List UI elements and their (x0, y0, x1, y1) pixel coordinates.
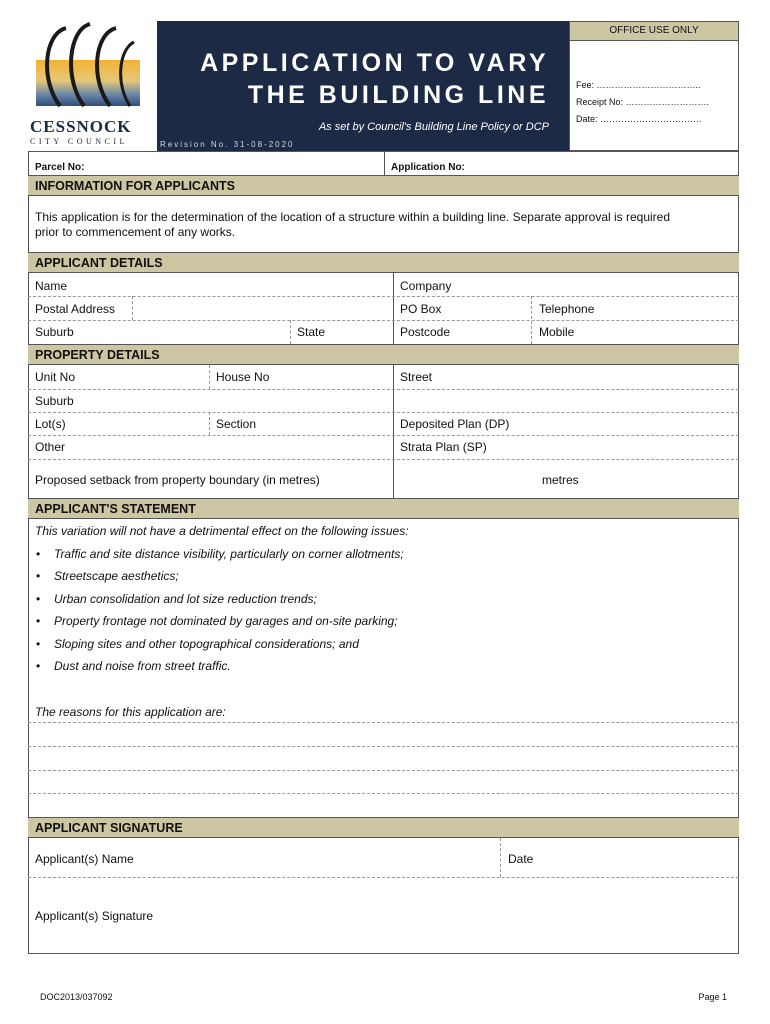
title-subtitle: As set by Council's Building Line Policy or DCP (318, 121, 549, 133)
signature-heading: APPLICANT SIGNATURE (28, 817, 739, 838)
reasons-label: The reasons for this application are: (35, 705, 226, 719)
name-field[interactable]: Name (35, 279, 68, 293)
company-field[interactable]: Company (400, 279, 452, 293)
title-line-2: THE BUILDING LINE (247, 81, 549, 109)
deposited-plan-field[interactable]: Deposited Plan (DP) (400, 417, 510, 431)
bullet-item: • Urban consolidation and lot size reduction trends; (36, 592, 317, 606)
reasons-line[interactable] (28, 746, 739, 747)
unit-no-field[interactable]: Unit No (35, 370, 76, 384)
applicant-signature-field[interactable]: Applicant(s) Signature (35, 909, 154, 923)
property-suburb-field[interactable]: Suburb (35, 394, 74, 408)
property-heading: PROPERTY DETAILS (28, 344, 739, 365)
title-banner (157, 21, 569, 151)
other-field[interactable]: Other (35, 440, 66, 454)
setback-metres-field[interactable]: metres (542, 473, 579, 487)
office-date-field[interactable]: Date: ……………………………. (576, 114, 702, 124)
applicant-heading: APPLICANT DETAILS (28, 252, 739, 273)
council-logo-mark (30, 20, 150, 110)
setback-label: Proposed setback from property boundary (in metres) (35, 473, 320, 487)
reasons-line[interactable] (28, 793, 739, 794)
signature-date-field[interactable]: Date (508, 852, 534, 866)
bullet-item: • Dust and noise from street traffic. (36, 659, 231, 673)
document-number: DOC2013/037092 (40, 992, 113, 1002)
statement-heading: APPLICANT'S STATEMENT (28, 498, 739, 519)
office-use-title: OFFICE USE ONLY (570, 22, 738, 41)
postcode-field[interactable]: Postcode (400, 325, 451, 339)
office-use-box (569, 21, 739, 151)
page-number: Page 1 (698, 992, 727, 1002)
state-field[interactable]: State (297, 325, 326, 339)
revision-number: Revision No. 31-08-2020 (160, 140, 295, 149)
application-no-field[interactable]: Application No: (391, 162, 465, 173)
bullet-item: • Streetscape aesthetics; (36, 569, 179, 583)
section-field[interactable]: Section (216, 417, 257, 431)
postal-address-field[interactable]: Postal Address (35, 302, 116, 316)
strata-plan-field[interactable]: Strata Plan (SP) (400, 440, 487, 454)
receipt-field[interactable]: Receipt No: ………………………. (576, 97, 710, 107)
logo-name: CESSNOCK (30, 117, 132, 136)
logo-subtitle: CITY COUNCIL (30, 137, 128, 146)
title-line-1: APPLICATION TO VARY (200, 49, 549, 77)
info-text-line-1: This application is for the determination of the location of a structure within a building line. Separate approval is required (35, 210, 671, 224)
reasons-line[interactable] (28, 722, 739, 723)
bullet-item: • Sloping sites and other topographical considerations; and (36, 637, 359, 651)
info-text-line-2: prior to commencement of any works. (35, 225, 236, 239)
bullet-item: • Property frontage not dominated by garages and on-site parking; (36, 614, 398, 628)
fee-field[interactable]: Fee: …………………………….. (576, 80, 701, 90)
info-heading: INFORMATION FOR APPLICANTS (28, 175, 739, 196)
council-logo (30, 20, 150, 146)
applicant-name-field[interactable]: Applicant(s) Name (35, 852, 134, 866)
parcel-no-field[interactable]: Parcel No: (35, 162, 85, 173)
house-no-field[interactable]: House No (216, 370, 270, 384)
mobile-field[interactable]: Mobile (539, 325, 575, 339)
applicant-suburb-field[interactable]: Suburb (35, 325, 74, 339)
statement-intro: This variation will not have a detrimental effect on the following issues: (35, 524, 409, 538)
bullet-item: • Traffic and site distance visibility, particularly on corner allotments; (36, 547, 404, 561)
street-field[interactable]: Street (400, 370, 433, 384)
reasons-line[interactable] (28, 770, 739, 771)
lots-field[interactable]: Lot(s) (35, 417, 66, 431)
telephone-field[interactable]: Telephone (539, 302, 595, 316)
po-box-field[interactable]: PO Box (400, 302, 442, 316)
